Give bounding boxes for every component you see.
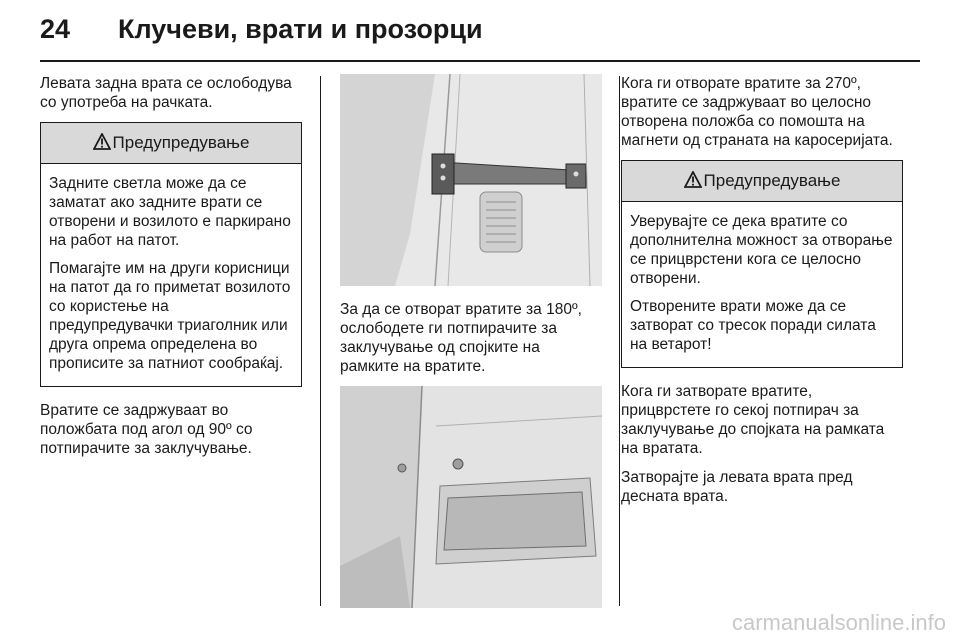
warning-box — [40, 122, 302, 387]
column-right — [621, 74, 903, 516]
watermark: carmanualsonline.info — [731, 610, 946, 635]
warning-box — [621, 160, 903, 368]
body-paragraph: Кога ги затворате вратите, прицврстете го секој потпирач за заклучување до спојката на рамката на вратата. — [621, 383, 885, 457]
warning-paragraph: Уверувајте се дека вратите со дополнителна можност за отворање се прицврстени кога се целосно отворени. — [630, 213, 893, 287]
body-paragraph: Вратите се задржуваат во положбата под агол од 90º со потпирачите за заклучување. — [40, 402, 253, 457]
warning-triangle-icon — [93, 125, 111, 165]
warning-body — [622, 202, 902, 367]
column-divider-1 — [320, 76, 321, 606]
body-paragraph: Затворајте ја левата врата пред десната врата. — [621, 469, 853, 505]
warning-body — [41, 164, 301, 386]
header-rule — [40, 60, 920, 62]
page-number: 24 — [40, 14, 71, 44]
chapter-title: Клучеви, врати и прозорци — [118, 14, 483, 44]
figure-caption: За да се отворат вратите за 180º, ослободете ги потпирачите за заклучување од спојките на рамките на вратите. — [340, 301, 582, 375]
warning-paragraph: Отворените врати може да се затворат со тресок поради силата на ветарот! — [630, 298, 876, 353]
warning-paragraph: Задните светла може да се заматат ако задните врати се отворени и возилото е паркирано на работ на патот. — [49, 175, 291, 249]
column-left — [40, 74, 302, 468]
warning-title: Предупредување — [703, 171, 841, 190]
warning-triangle-icon — [684, 163, 702, 203]
warning-header — [41, 123, 301, 164]
page-header — [40, 14, 920, 54]
warning-paragraph: Помагајте им на други корисници на патот да го приметат возилото со користење на предупредувачки триаголник или друга опрема определена во прописите за патниот сообраќај. — [49, 260, 291, 372]
column-divider-2 — [619, 76, 620, 606]
intro-paragraph: Кога ги отворате вратите за 270º, вратите се задржуваат во целосно отворена положба со помошта на магнети од страната на каросеријата. — [621, 75, 893, 149]
warning-title: Предупредување — [112, 133, 250, 152]
warning-header — [622, 161, 902, 202]
column-middle — [340, 74, 602, 622]
door-check-strap-illustration — [340, 74, 602, 286]
door-handle-illustration — [340, 386, 602, 608]
intro-paragraph: Левата задна врата се ослободува со употреба на рачката. — [40, 75, 292, 111]
